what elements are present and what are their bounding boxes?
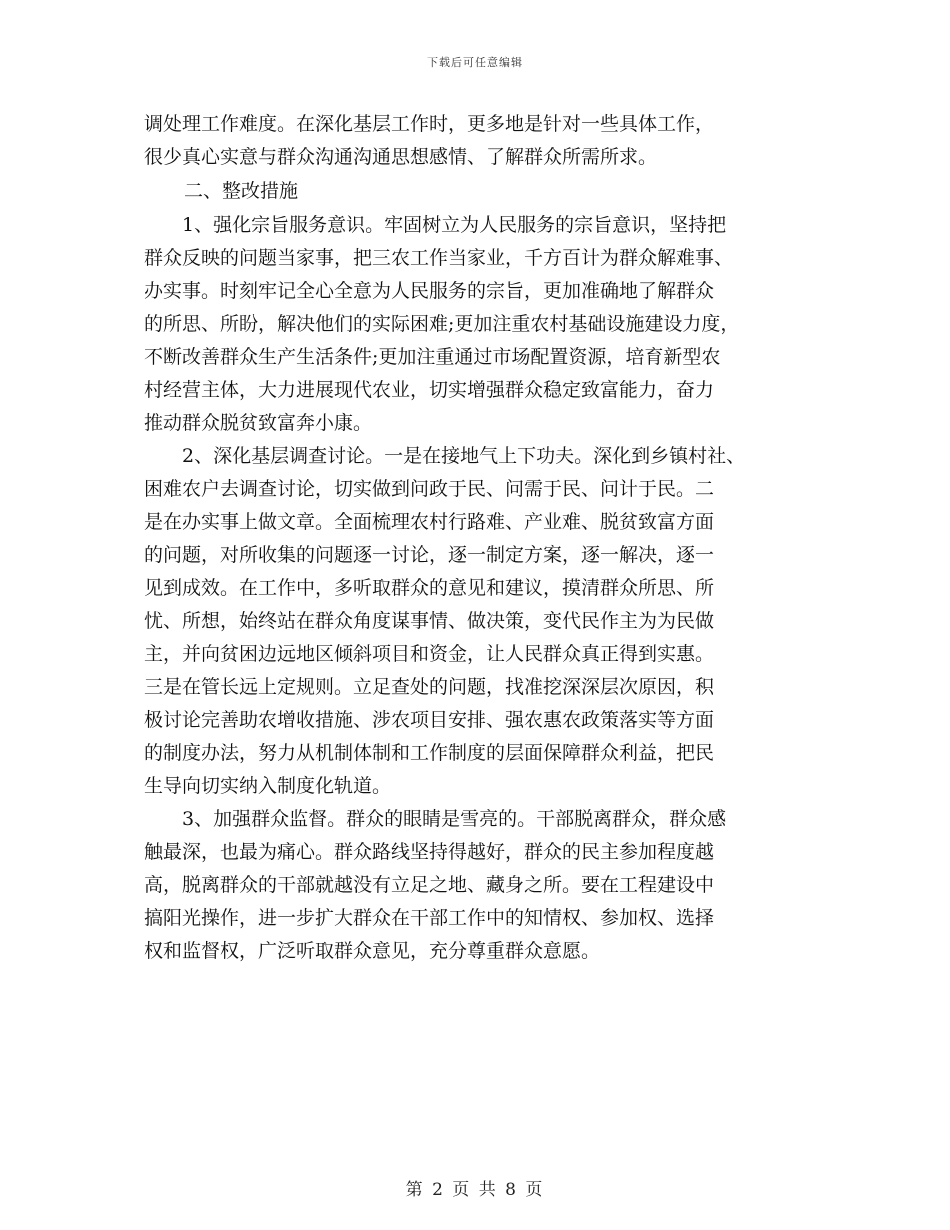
text-line: 1、强化宗旨服务意识。牢固树立为人民服务的宗旨意识，坚持把: [182, 214, 727, 236]
body-text: [144, 108, 824, 968]
text-line: 不断改善群众生产生活条件;更加注重通过市场配置资源，培育新型农: [144, 346, 721, 368]
text-line: 搞阳光操作，进一步扩大群众在干部工作中的知情权、参加权、选择: [144, 907, 715, 929]
text-line: 极讨论完善助农增收措施、涉农项目安排、强农惠农政策落实等方面: [144, 709, 715, 731]
text-line: 见到成效。在工作中，多听取群众的意见和建议，摸清群众所思、所: [144, 577, 715, 599]
text-line: 困难农户去调查讨论，切实做到问政于民、问需于民、问计于民。二: [144, 478, 715, 500]
text-line: 3、加强群众监督。群众的眼睛是雪亮的。干部脱离群众，群众感: [182, 808, 727, 830]
text-line: 的问题，对所收集的问题逐一讨论，逐一制定方案，逐一解决，逐一: [144, 544, 715, 566]
section-heading: 二、整改措施: [184, 180, 299, 202]
text-line: 群众反映的问题当家事，把三农工作当家业，千方百计为群众解难事、: [144, 247, 734, 269]
text-line: 高，脱离群众的干部就越没有立足之地、藏身之所。要在工程建设中: [144, 874, 715, 896]
text-line: 很少真心实意与群众沟通沟通思想感情、了解群众所需所求。: [144, 146, 658, 168]
text-line: 生导向切实纳入制度化轨道。: [144, 775, 392, 797]
text-line: 的所思、所盼，解决他们的实际困难;更加注重农村基础设施建设力度，: [144, 313, 740, 335]
text-line: 办实事。时刻牢记全心全意为人民服务的宗旨，更加准确地了解群众: [144, 280, 715, 302]
page-number: 第 2 页 共 8 页: [405, 1180, 545, 1200]
text-line: 触最深，也最为痛心。群众路线坚持得越好，群众的民主参加程度越: [144, 841, 715, 863]
text-line: 调处理工作难度。在深化基层工作时，更多地是针对一些具体工作，: [144, 113, 715, 135]
text-line: 村经营主体，大力进展现代农业，切实增强群众稳定致富能力，奋力: [144, 379, 715, 401]
text-line: 的制度办法，努力从机制体制和工作制度的层面保障群众利益，把民: [144, 742, 715, 764]
page-header: 下载后可任意编辑: [427, 56, 523, 69]
text-line: 推动群众脱贫致富奔小康。: [144, 412, 373, 434]
text-line: 2、深化基层调查讨论。一是在接地气上下功夫。深化到乡镇村社、: [182, 445, 746, 467]
text-line: 是在办实事上做文章。全面梳理农村行路难、产业难、脱贫致富方面: [144, 511, 715, 533]
text-line: 权和监督权，广泛听取群众意见，充分尊重群众意愿。: [144, 940, 601, 962]
text-line: 三是在管长远上定规则。立足查处的问题，找准挖深深层次原因，积: [144, 676, 715, 698]
text-line: 忧、所想，始终站在群众角度谋事情、做决策，变代民作主为为民做: [144, 610, 715, 632]
text-line: 主，并向贫困边远地区倾斜项目和资金，让人民群众真正得到实惠。: [144, 643, 715, 665]
